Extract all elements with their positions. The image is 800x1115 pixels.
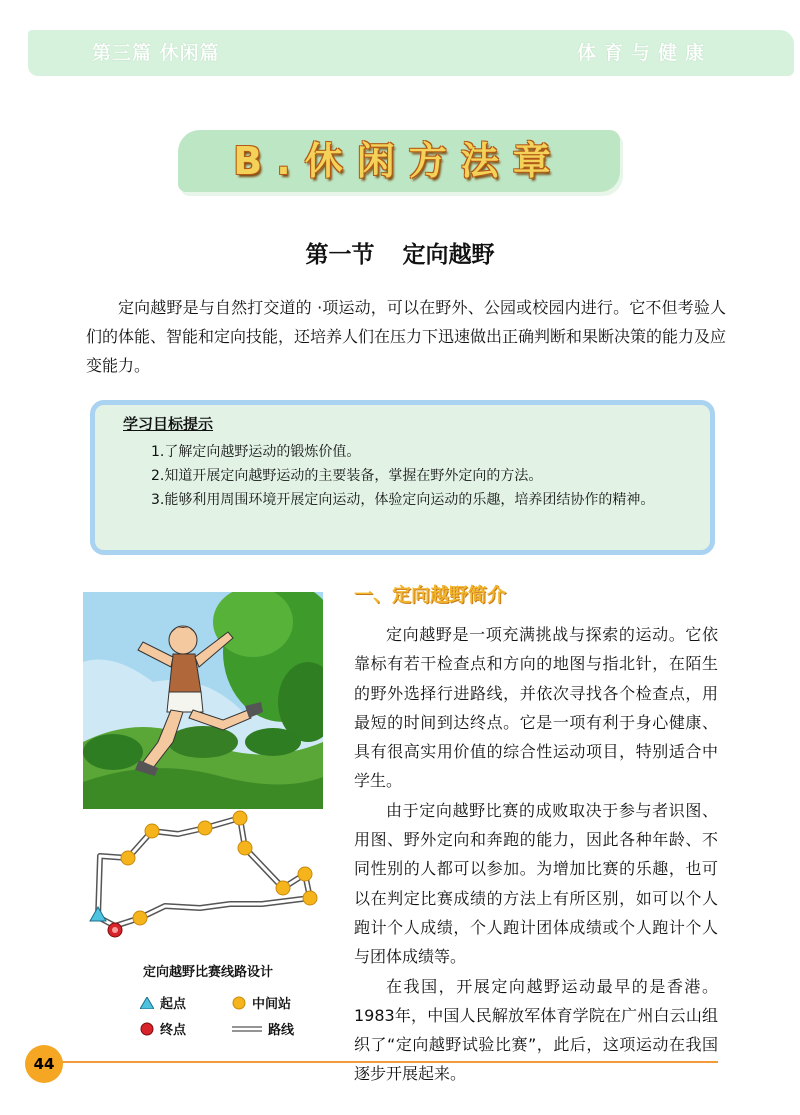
start-marker xyxy=(90,907,106,921)
triangle-icon xyxy=(140,997,154,1009)
body-paragraph: 由于定向越野比赛的成败取决于参与者识图、用图、野外定向和奔跑的能力，因此各种年龄、不同性别的人都可以参加。为增加比赛的乐趣，也可以在判定比赛成绩的方法上有所区别，如可以个人跑计个人成绩，个人跑计团体成绩或个人跑计个人与团体成绩等。 xyxy=(354,800,718,967)
learning-goals-title: 学习目标提示 xyxy=(123,415,214,433)
section-number: 第一节 xyxy=(305,242,375,268)
footer-rule xyxy=(60,1061,718,1063)
intro-paragraph: 定向越野是与自然打交道的 ·项运动，可以在野外、公园或校园内进行。它不但考验人们的体能、智能和定向技能，还培养人们在压力下迅速做出正确判断和果断决策的能力及应变能力。 xyxy=(86,298,727,375)
legend-finish-label: 终点 xyxy=(160,1023,187,1038)
route-line-icon xyxy=(232,1025,262,1033)
checkpoint-marker xyxy=(298,867,312,881)
body-paragraph: 在我国，开展定向越野运动最早的是香港。1983年，中国人民解放军体育学院在广州白云山组织了“定向越野试验比赛”，此后，这项运动在我国逐步开展起来。 xyxy=(354,976,718,1084)
checkpoint-marker xyxy=(133,911,147,925)
learning-goals-list xyxy=(123,440,695,512)
legend-checkpoint xyxy=(232,993,291,1012)
checkpoint-marker xyxy=(121,851,135,865)
legend-start xyxy=(140,993,186,1012)
legend-finish xyxy=(140,1019,186,1038)
section-title xyxy=(0,236,800,269)
route-diagram xyxy=(80,806,330,956)
header-part-title: 第三篇 休闲篇 xyxy=(92,42,220,64)
circle-icon xyxy=(232,996,246,1010)
header-book-title: 体育与健康 xyxy=(577,42,713,64)
checkpoint-marker xyxy=(276,881,290,895)
checkpoint-marker xyxy=(238,841,252,855)
legend-route xyxy=(232,1019,294,1038)
page-number: 44 xyxy=(25,1045,63,1083)
runner-illustration xyxy=(83,592,323,809)
body-paragraph: 定向越野是一项充满挑战与探索的运动。它依靠标有若干检查点和方向的地图与指北针，在陌生的野外选择行进路线，并依次寻找各个检查点，用最短的时间到达终点。它是一项有利于身心健康、具有很高实用价值的综合性运动项目，特别适合中学生。 xyxy=(354,625,718,791)
checkpoint-marker xyxy=(233,811,247,825)
chapter-title: B.休闲方法章 xyxy=(233,139,565,183)
subsection-title: 一、定向越野简介 xyxy=(354,584,507,606)
section-name: 定向越野 xyxy=(402,242,495,268)
learning-goal-item: 3.能够利用周围环境开展定向运动，体验定向运动的乐趣，培养团结协作的精神。 xyxy=(151,492,655,508)
checkpoint-marker xyxy=(145,824,159,838)
finish-dot-icon xyxy=(140,1022,154,1036)
legend-checkpoint-label: 中间站 xyxy=(252,997,292,1012)
learning-goal-item: 1.了解定向越野运动的锻炼价值。 xyxy=(151,444,361,460)
checkpoint-marker xyxy=(303,891,317,905)
legend-start-label: 起点 xyxy=(160,997,187,1012)
checkpoint-marker xyxy=(198,821,212,835)
intro-text xyxy=(86,293,726,380)
legend-route-label: 路线 xyxy=(268,1023,295,1038)
subsection-body xyxy=(354,620,718,1089)
figure-caption: 定向越野比赛线路设计 xyxy=(143,965,274,980)
learning-goal-item: 2.知道开展定向越野运动的主要装备，掌握在野外定向的方法。 xyxy=(151,468,543,484)
